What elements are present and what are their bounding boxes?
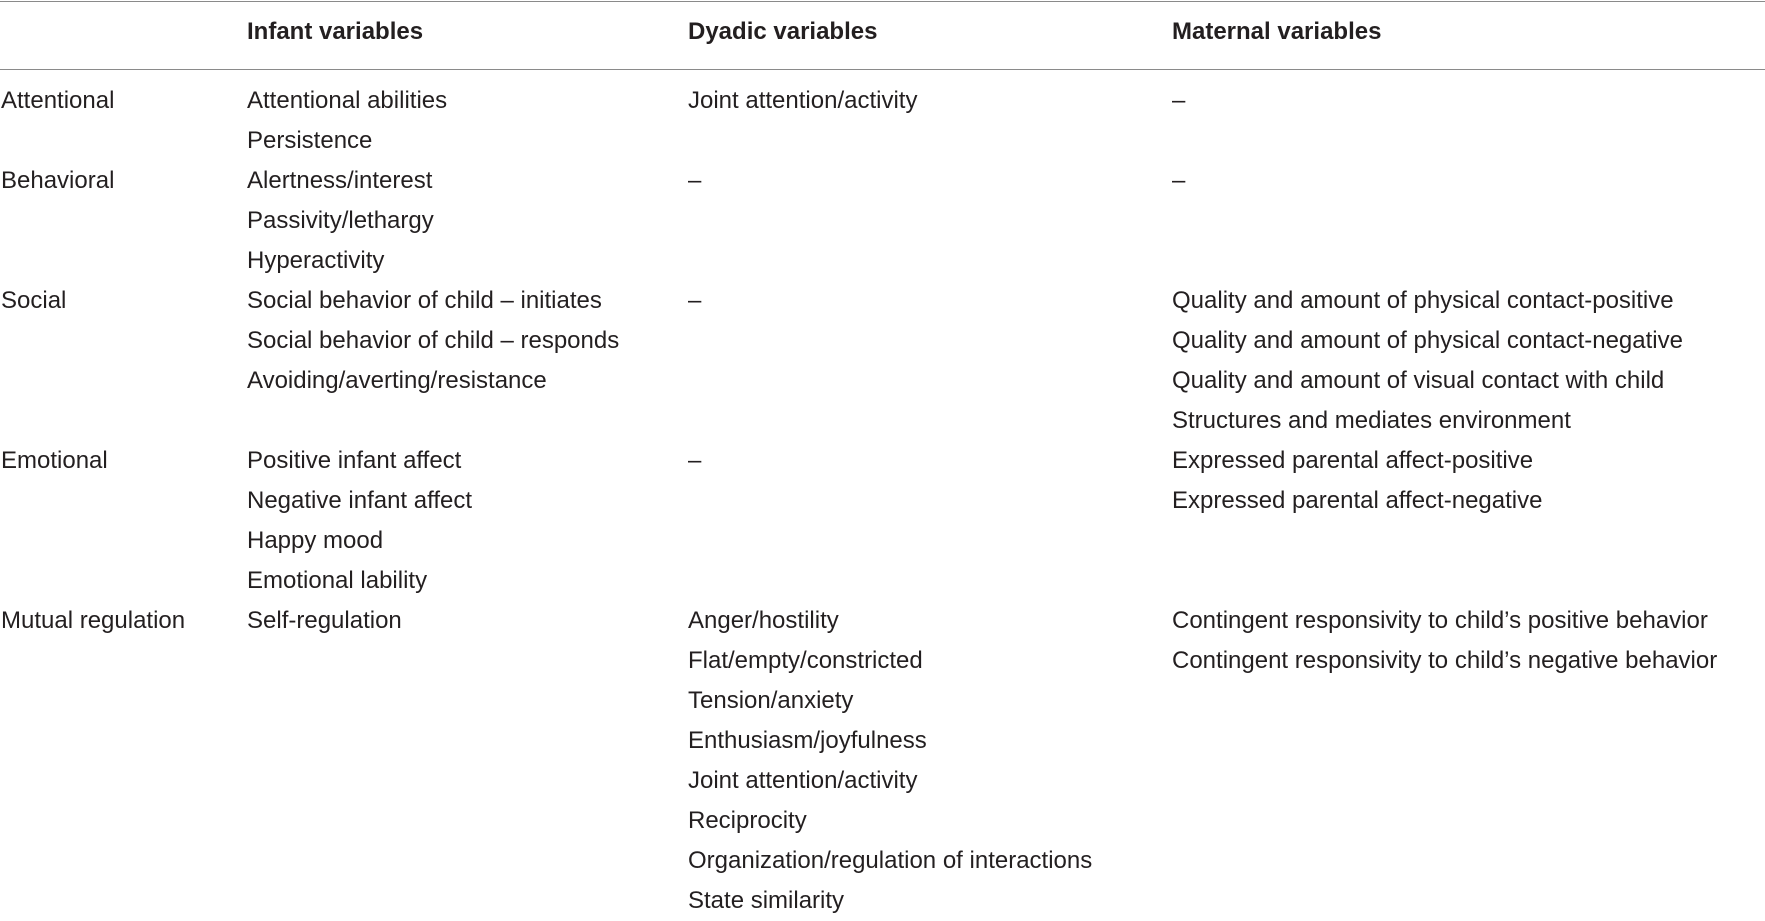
list-item: Social behavior of child – initiates [247, 287, 602, 314]
dyadic-cell-emotional [688, 441, 701, 481]
infant-cell-mutual-regulation [247, 601, 402, 641]
list-item: Quality and amount of physical contact-positive [1172, 287, 1674, 314]
category-label: Mutual regulation [1, 607, 186, 634]
header-maternal-variables: Maternal variables [1172, 18, 1382, 45]
list-item: Expressed parental affect-positive [1172, 447, 1534, 474]
list-item: Social behavior of child – responds [247, 327, 620, 354]
maternal-cell-behavioral [1172, 161, 1185, 201]
list-item: Expressed parental affect-negative [1172, 487, 1543, 514]
dyadic-cell-mutual-regulation [688, 601, 1092, 921]
maternal-cell-social [1172, 281, 1683, 441]
category-label: Attentional [1, 87, 115, 114]
header-infant-variables: Infant variables [247, 18, 424, 45]
list-item: Joint attention/activity [688, 767, 918, 794]
header-dyadic-variables: Dyadic variables [688, 18, 878, 45]
header-rule [0, 69, 1765, 70]
row-category-behavioral [1, 161, 114, 201]
list-item: – [1172, 167, 1186, 194]
list-item: Alertness/interest [247, 167, 433, 194]
maternal-cell-attentional [1172, 81, 1185, 121]
list-item: Happy mood [247, 527, 384, 554]
list-item: Emotional lability [247, 567, 428, 594]
list-item: Avoiding/averting/resistance [247, 367, 547, 394]
dyadic-cell-attentional [688, 81, 917, 121]
dyadic-cell-social [688, 281, 701, 321]
infant-cell-behavioral [247, 161, 434, 281]
maternal-cell-emotional [1172, 441, 1542, 521]
list-item: Organization/regulation of interactions [688, 847, 1093, 874]
list-item: Joint attention/activity [688, 87, 918, 114]
list-item: Contingent responsivity to child’s positive behavior [1172, 607, 1708, 634]
list-item: – [1172, 87, 1186, 114]
list-item: – [688, 447, 702, 474]
infant-cell-emotional [247, 441, 472, 601]
row-category-attentional [1, 81, 114, 121]
row-category-mutual-regulation [1, 601, 185, 641]
dyadic-cell-behavioral [688, 161, 701, 201]
row-category-emotional [1, 441, 108, 481]
list-item: Flat/empty/constricted [688, 647, 923, 674]
list-item: Passivity/lethargy [247, 207, 434, 234]
list-item: State similarity [688, 887, 845, 914]
list-item: Enthusiasm/joyfulness [688, 727, 927, 754]
top-rule [0, 1, 1765, 2]
list-item: Negative infant affect [247, 487, 473, 514]
list-item: Persistence [247, 127, 373, 154]
list-item: Reciprocity [688, 807, 807, 834]
category-label: Emotional [1, 447, 108, 474]
list-item: Contingent responsivity to child’s negative behavior [1172, 647, 1718, 674]
row-category-social [1, 281, 66, 321]
list-item: Attentional abilities [247, 87, 448, 114]
list-item: Quality and amount of physical contact-negative [1172, 327, 1683, 354]
list-item: – [688, 167, 702, 194]
list-item: Anger/hostility [688, 607, 839, 634]
infant-cell-attentional [247, 81, 447, 161]
category-label: Social [1, 287, 67, 314]
list-item: Self-regulation [247, 607, 402, 634]
list-item: Quality and amount of visual contact with child [1172, 367, 1665, 394]
list-item: Positive infant affect [247, 447, 462, 474]
maternal-cell-mutual-regulation [1172, 601, 1717, 681]
list-item: Structures and mediates environment [1172, 407, 1571, 434]
list-item: – [688, 287, 702, 314]
list-item: Hyperactivity [247, 247, 385, 274]
list-item: Tension/anxiety [688, 687, 854, 714]
infant-cell-social [247, 281, 619, 401]
category-label: Behavioral [1, 167, 115, 194]
